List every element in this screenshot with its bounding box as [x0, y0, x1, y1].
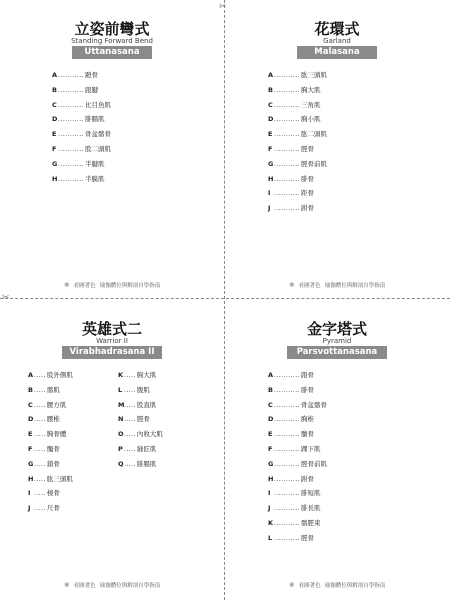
- list-item: Q ..... 腓腸肌: [118, 459, 157, 468]
- footer-text: 瑜伽體位與解剖自學指南: [324, 283, 386, 289]
- list-item: G ........... 半腱肌: [52, 159, 105, 168]
- card-title: 金字塔式: [306, 320, 367, 338]
- list-item: J ........... 腓長肌: [268, 504, 321, 513]
- list-item: K ..... 胸大肌: [118, 371, 157, 379]
- list-item: D ........... 胸椎: [268, 415, 315, 424]
- footer-brand: 看圖著色: [298, 283, 321, 289]
- list-item: F ........... 脛骨: [268, 144, 315, 153]
- list-item: E ........... 骨盆髂骨: [52, 130, 112, 139]
- list-item: G ..... 鎖骨: [28, 459, 60, 468]
- card-footer: [0, 281, 224, 289]
- card-title: 英雄式二: [81, 320, 142, 338]
- list-item: B ........... 腓骨: [268, 385, 315, 394]
- list-item: O ..... 內收大肌: [118, 430, 163, 439]
- card-subtitle: Standing Forward Bend: [71, 37, 153, 45]
- footer-text: 瑜伽體位與解剖自學指南: [99, 283, 161, 289]
- list-item: G ........... 脛骨前肌: [268, 459, 328, 468]
- list-item: L ..... 腹肌: [118, 385, 150, 394]
- card-subtitle: Garland: [323, 37, 351, 45]
- list-item: H ........... 跗骨: [268, 474, 315, 483]
- horizontal-cut-line: [0, 298, 450, 299]
- lotus-icon: ❀: [63, 281, 70, 289]
- list-item: H ........... 腓骨: [268, 174, 315, 183]
- card-malasana: [225, 0, 449, 298]
- card-subtitle: Warrior II: [96, 337, 128, 345]
- list-item: D ........... 腓腸肌: [52, 115, 105, 124]
- list-item: A ........... 肱三頭肌: [268, 71, 328, 79]
- pose-banner: Malasana: [297, 46, 377, 59]
- list-item: E ..... 胸骨體: [28, 430, 67, 439]
- list-item: E ........... 髕骨: [268, 430, 315, 439]
- lotus-icon: ❀: [288, 581, 295, 589]
- list-item: D ........... 胸小肌: [268, 115, 321, 124]
- list-item: D ..... 腰椎: [28, 415, 60, 424]
- list-item: B ..... 髂肌: [28, 385, 60, 394]
- list-item: N ..... 脛骨: [118, 415, 150, 424]
- footer-text: 瑜伽體位與解剖自學指南: [99, 583, 161, 589]
- list-item: H ..... 肱三頭肌: [28, 474, 73, 483]
- label-list: [52, 68, 111, 186]
- list-item: A ........... 蹠骨: [52, 71, 99, 79]
- card-footer: [0, 581, 224, 589]
- card-virabhadrasana-ii: [0, 300, 224, 598]
- list-item: B ........... 胸大肌: [268, 85, 321, 94]
- label-list-right: [118, 368, 163, 472]
- card-subtitle: Pyramid: [322, 337, 352, 345]
- scissors-icon: ✂: [2, 293, 10, 303]
- list-item: H ........... 半膜肌: [52, 174, 105, 183]
- pose-banner: Parsvottanasana: [287, 346, 387, 359]
- footer-text: 瑜伽體位與解剖自學指南: [324, 583, 386, 589]
- footer-brand: 看圖著色: [298, 583, 321, 589]
- label-list-left: [28, 368, 73, 516]
- lotus-icon: ❀: [63, 581, 70, 589]
- list-item: C ........... 比目魚肌: [52, 100, 112, 109]
- footer-brand: 看圖著色: [73, 583, 96, 589]
- pose-banner: Uttanasana: [72, 46, 152, 59]
- list-item: K ........... 髂脛束: [268, 518, 321, 527]
- label-list: [268, 368, 327, 546]
- list-item: F ..... 髖骨: [28, 444, 60, 453]
- list-item: I ........... 腓短肌: [268, 489, 321, 498]
- scissors-icon: ✂: [219, 2, 227, 12]
- list-item: C ........... 骨盆髂骨: [268, 400, 328, 409]
- footer-brand: 看圖著色: [73, 283, 96, 289]
- list-item: I ........... 距骨: [268, 189, 315, 198]
- list-item: F ........... 踝下肌: [268, 444, 321, 453]
- list-item: M ..... 股直肌: [118, 400, 157, 409]
- label-list: [268, 68, 327, 216]
- list-item: L ........... 脛骨: [268, 533, 315, 542]
- list-item: F ........... 股二頭肌: [52, 144, 112, 153]
- list-item: B ........... 跟腱: [52, 85, 99, 94]
- list-item: G ........... 脛骨前肌: [268, 159, 328, 168]
- card-footer: [225, 581, 449, 589]
- list-item: A ..... 股外側肌: [28, 371, 73, 379]
- card-uttanasana: [0, 0, 224, 298]
- list-item: J ..... 尺骨: [28, 504, 60, 513]
- card-title: 花環式: [314, 20, 360, 38]
- lotus-icon: ❀: [288, 281, 295, 289]
- list-item: P ..... 縫匠肌: [118, 444, 157, 453]
- card-parsvottanasana: [225, 300, 449, 598]
- list-item: E ........... 肱二頭肌: [268, 130, 328, 139]
- card-footer: [225, 281, 449, 289]
- pose-banner: Virabhadrasana II: [62, 346, 162, 359]
- list-item: C ..... 腰方肌: [28, 400, 67, 409]
- list-item: A ........... 跟骨: [268, 371, 315, 379]
- card-title: 立姿前彎式: [74, 20, 150, 38]
- list-item: J ........... 跗骨: [268, 204, 315, 213]
- list-item: I ..... 橈骨: [28, 489, 60, 498]
- list-item: C ........... 三角肌: [268, 100, 321, 109]
